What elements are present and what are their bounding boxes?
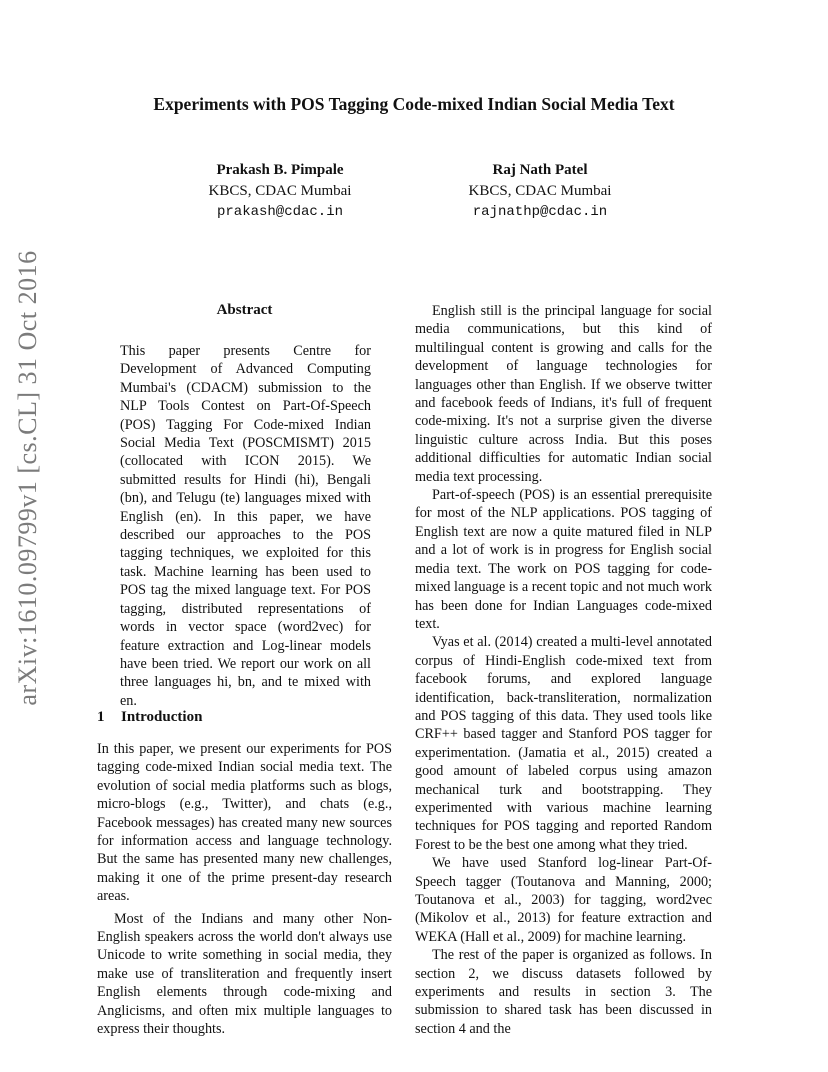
section-number: 1 [97,709,105,725]
author-name: Prakash B. Pimpale [216,162,344,178]
paragraph: The rest of the paper is organized as follows. In section 2, we discuss datasets followed by experiments and results in section 3. The submission to shared task has been discussed in section 4 and the [415,947,712,1037]
author-block-2 [410,160,670,223]
paragraph: Vyas et al. (2014) created a multi-level annotated corpus of Hindi-English code-mixed text from facebook forums, and explored language identification, back-transliteration, normalization and POS tagging of this data. They used tools like CRF++ based tagger and Stanford POS tagger for experimentation. (Jamatia et al., 2015) created a good amount of labeled corpus using amazon mechanical turk and bootstrapping. They experimented with various machine learning techniques for POS tagging and reported Random Forest to be the best one among what they tried. [415,634,712,853]
author-name: Raj Nath Patel [492,162,588,178]
author-affiliation: KBCS, CDAC Mumbai [208,183,352,199]
paragraph: In this paper, we present our experiments for POS tagging code-mixed Indian social media text. The evolution of social media platforms such as blogs, micro-blogs (e.g., Twitter), and chats (e.g., Facebook messages) has created many new sources for information access and language technology. But the same has presented many new challenges, making it one of the prime present-day research areas. [97,741,392,905]
introduction-body [97,740,392,1039]
paragraph: English still is the principal language for social media communications, but this kind of multilingual content is growing and calls for the development of language technologies for languages other than English. If we observe twitter and facebook feeds of Indians, it's full of frequent code-mixing. It's not a surprise given the diverse linguistic culture across India. But this poses additional difficulties for automatic Indian social media text processing. [415,303,712,485]
author-block-1 [150,160,410,223]
author-affiliation: KBCS, CDAC Mumbai [468,183,612,199]
abstract-heading: Abstract [216,302,273,318]
abstract-text: This paper presents Centre for Development of Advanced Computing Mumbai's (CDACM) submission to the NLP Tools Contest on Part-Of-Speech (POS) Tagging For Code-mixed Indian Social Media Text (POSCMISMT) 2015 (collocated with ICON 2015). We submitted results for Hindi (hi), Bengali (bn), and Telugu (te) languages mixed with English (en). In this paper, we have described our approaches to the POS tagging techniques, we exploited for this task. Machine learning has been used to POS tag the mixed language text. For POS tagging, distributed representations of words in vector space (word2vec) for feature extraction and Log-linear models have been tried. We report our work on all three languages hi, bn, and te mixed with en. [120,343,371,709]
right-column-body [415,302,712,1038]
arxiv-stamp-text: arXiv:1610.09799v1 [cs.CL] 31 Oct 2016 [13,250,42,706]
author-email: rajnathp@cdac.in [472,204,608,220]
paper-title: Experiments with POS Tagging Code-mixed Indian Social Media Text [153,94,675,114]
paragraph: Most of the Indians and many other Non-English speakers across the world don't always use Unicode to write something in social media, they make use of transliteration and frequently insert English elements through code-mixing and Anglicisms, and often mix multiple languages to express their thoughts. [97,910,392,1038]
section-title: Introduction [121,709,203,725]
author-email: prakash@cdac.in [216,204,344,220]
paragraph: We have used Stanford log-linear Part-Of-Speech tagger (Toutanova and Manning, 2000; Toutanova et al., 2003) for tagging, word2vec (Mikolov et al., 2013) for feature extraction and WEKA (Hall et al., 2009) for machine learning. [415,855,712,945]
section-heading-introduction [97,709,202,726]
paragraph: Part-of-speech (POS) is an essential prerequisite for most of the NLP applications. POS tagging of English text are now a quite matured filed in NLP and a lot of work is in progress for English social media text. The work on POS tagging for code-mixed language is a recent topic and not much work has been done for Indian Languages code-mixed text. [415,487,712,632]
